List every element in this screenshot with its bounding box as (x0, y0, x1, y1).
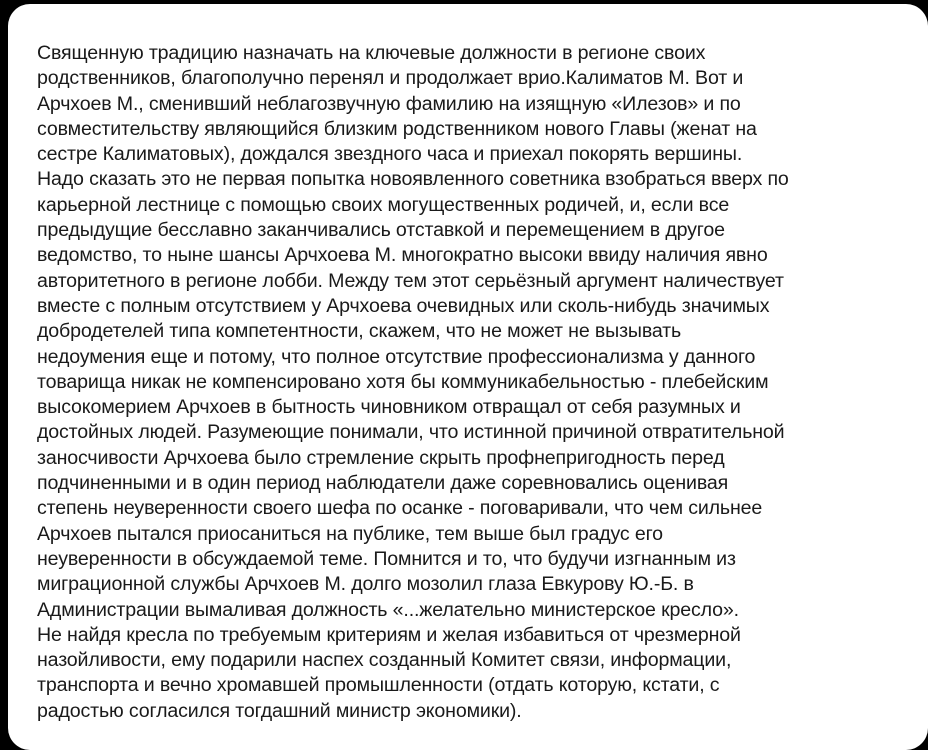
article-text (37, 41, 917, 724)
text-line: высокомерием Арчхоев в бытность чиновником отвращал от себя разумных и (37, 396, 741, 419)
text-line: Арчхоев пытался приосаниться на публике, тем выше был градус его (37, 522, 663, 545)
text-line: вместе с полным отсутствием у Арчхоева очевидных или сколь-нибудь значимых (37, 294, 770, 317)
text-line: миграционной службы Арчхоев М. долго мозолил глаза Евкурову Ю.-Б. в (37, 573, 694, 596)
text-line: недоумения еще и потому, что полное отсутствие профессионализма у данного (37, 345, 756, 368)
text-line: Арчхоев М., сменивший неблагозвучную фамилию на изящную «Илезов» и по (37, 92, 741, 115)
text-line: Не найдя кресла по требуемым критериям и желая избавиться от чрезмерной (37, 623, 741, 646)
text-line: заносчивости Арчхоева было стремление скрыть профнепригодность перед (37, 446, 725, 469)
text-line: предыдущие бесславно заканчивались отставкой и перемещением в другое (37, 219, 725, 242)
text-line: авторитетного в регионе лобби. Между тем этот серьёзный аргумент наличествует (37, 269, 784, 292)
text-line: достойных людей. Разумеющие понимали, что истинной причиной отвратительной (37, 421, 785, 444)
text-line: подчиненными и в один период наблюдатели даже соревновались оценивая (37, 472, 729, 495)
text-line: степень неуверенности своего шефа по осанке - поговаривали, что чем сильнее (37, 497, 763, 520)
text-line: карьерной лестнице с помощью своих могущественных родичей, и, если все (37, 193, 730, 216)
text-line: родственников, благополучно перенял и продолжает врио.Калиматов М. Вот и (37, 67, 744, 90)
text-line: ведомство, то ныне шансы Арчхоева М. многократно высоки ввиду наличия явно (37, 244, 768, 267)
text-card (8, 4, 928, 750)
text-line: Администрации вымаливая должность «...желательно министерское кресло». (37, 598, 739, 621)
text-line: назойливости, ему подарили наспех созданный Комитет связи, информации, (37, 649, 732, 672)
text-line: сестре Калиматовых), дождался звездного часа и приехал покорять вершины. (37, 143, 743, 166)
text-line: радостью согласился тогдашний министр экономики). (37, 699, 522, 722)
text-line: Надо сказать это не первая попытка новоявленного советника взобраться вверх по (37, 168, 789, 191)
text-line: неуверенности в обсуждаемой теме. Помнится и то, что будучи изгнанным из (37, 547, 736, 570)
text-line: товарища никак не компенсировано хотя бы коммуникабельностью - плебейским (37, 370, 769, 393)
text-line: Священную традицию назначать на ключевые должности в регионе своих (37, 42, 706, 64)
text-line: транспорта и вечно хромавшей промышленности (отдать которую, кстати, с (37, 674, 720, 697)
text-line: добродетелей типа компетентности, скажем, что не может не вызывать (37, 320, 682, 343)
text-line: совместительству являющийся близким родственником нового Главы (женат на (37, 117, 757, 140)
